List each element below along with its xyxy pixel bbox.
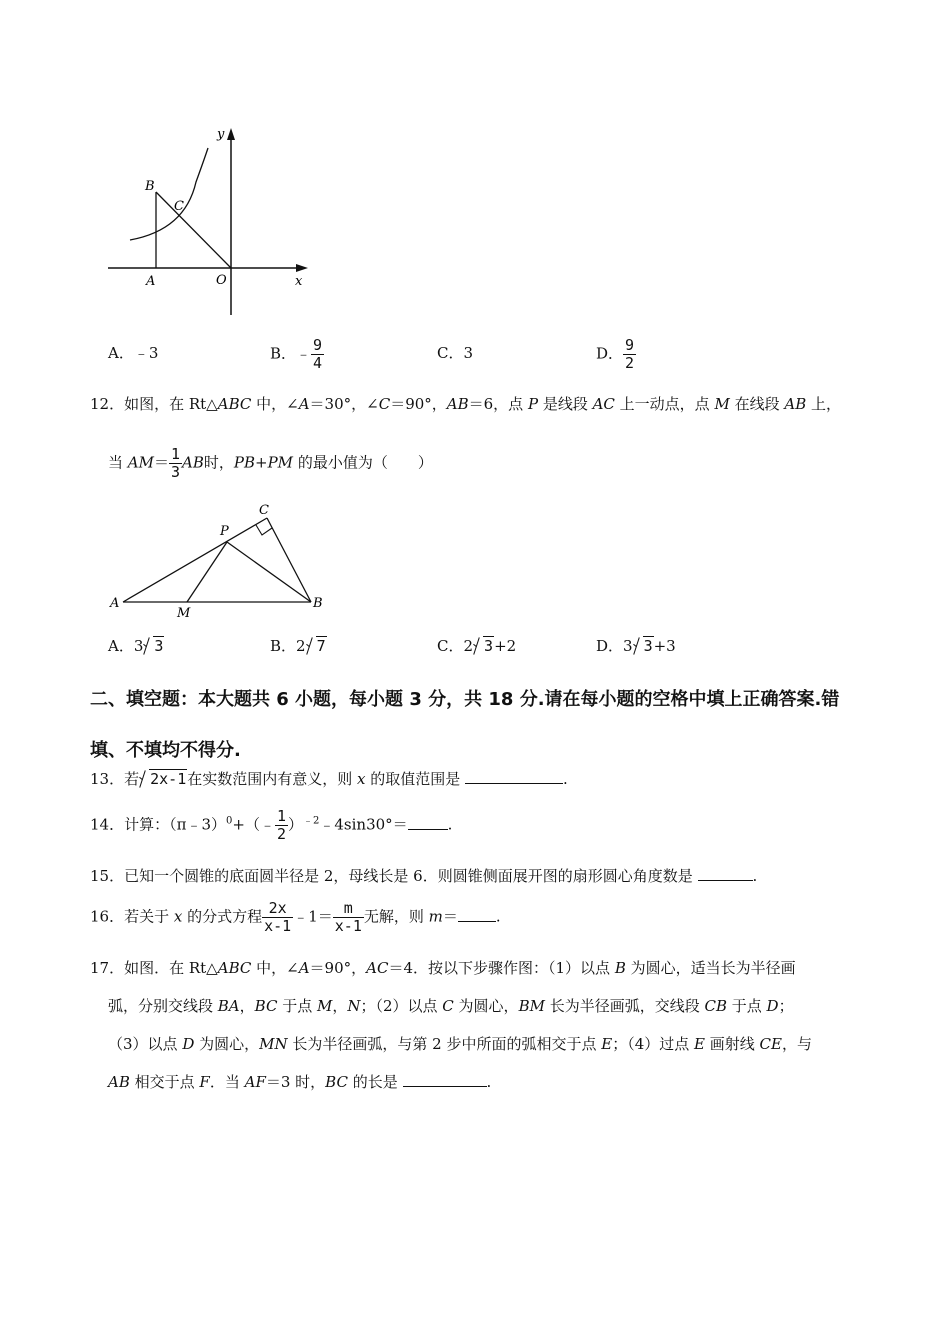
answer-blank[interactable]	[698, 866, 753, 881]
segment-pb	[227, 542, 311, 602]
q17-line-1: 17．如图．在 Rt△ABC 中，∠A＝90°，AC＝4．按以下步骤作图：（1）以点 B 为圆心，适当长为半径画	[90, 959, 796, 977]
q12-option-b[interactable]: B．2 7	[270, 637, 326, 655]
answer-blank[interactable]	[465, 769, 563, 784]
fraction-m-over-x-1: $\frac{m}{x-1}$	[334, 899, 362, 935]
right-angle-mark	[256, 525, 272, 535]
sqrt: 2x-1	[139, 769, 187, 789]
label-y: y	[217, 127, 225, 142]
label-b: B	[145, 179, 155, 194]
sqrt: 7	[306, 636, 327, 656]
q17-line-3: （3）以点 D 为圆心，MN 长为半径画弧，与第 2 步中所面的弧相交于点 E；（4）过点 E 画射线 CE，与	[108, 1035, 812, 1053]
fraction	[311, 337, 324, 372]
q16: 16．若关于 x 的分式方程 $\frac{2x}{x-1}$ ﹣1＝ $\frac{m}{x-1}$ 无解，则 m＝ .	[90, 899, 501, 935]
x-axis-arrow	[296, 264, 308, 272]
q11-option-d[interactable]	[596, 337, 636, 372]
label-p: P	[220, 524, 229, 539]
segment-pm	[187, 542, 227, 602]
label-a: A	[110, 596, 120, 611]
label-o: O	[216, 273, 227, 288]
label-b: B	[313, 596, 323, 611]
denominator: 4	[313, 354, 323, 372]
numerator: 9	[313, 336, 323, 354]
q11-figure	[100, 120, 320, 320]
q11-option-b[interactable]	[270, 337, 324, 372]
q12-figure	[105, 498, 335, 623]
fraction	[623, 337, 636, 372]
option-value: ﹣3	[133, 344, 159, 362]
option-label: D．	[596, 344, 624, 363]
segment-cb	[267, 518, 311, 602]
segment-bo	[156, 192, 231, 268]
option-value: 3	[463, 344, 474, 362]
option-label: A．	[108, 344, 134, 362]
q17-line-2: 弧，分别交线段 BA，BC 于点 M，N；（2）以点 C 为圆心，BM 长为半径画弧，交线段 CB 于点 D；	[108, 997, 794, 1015]
section-2-heading-line-1: 二、填空题：本大题共 6 小题，每小题 3 分，共 18 分.请在每小题的空格中填上正确答案.错	[90, 689, 840, 710]
answer-blank[interactable]	[403, 1072, 487, 1087]
sqrt: 3	[633, 636, 654, 656]
q12-option-a[interactable]: A．3 3	[108, 637, 164, 655]
q11-option-c[interactable]	[437, 343, 473, 363]
label-x: x	[295, 274, 303, 289]
q11-option-a[interactable]	[108, 343, 158, 363]
q15: 15．已知一个圆锥的底面圆半径是 2，母线长是 6．则圆锥侧面展开图的扇形圆心角度数是 .	[90, 867, 758, 885]
denominator: 2	[625, 354, 635, 372]
label-c: C	[259, 503, 269, 518]
fraction-one-half: $\frac{1}{2}$	[276, 807, 286, 843]
numerator: 9	[625, 336, 635, 354]
sqrt: 3	[143, 636, 164, 656]
label-a: A	[146, 274, 156, 289]
fraction-one-third: $\frac{1}{3}$	[171, 445, 181, 481]
label-c: C	[174, 199, 184, 214]
q12-option-d[interactable]: D．3 3+3	[596, 637, 676, 655]
sqrt: 3	[473, 636, 494, 656]
q14: 14．计算：（π﹣3）$^0$+（﹣ $\frac{1}{2}$ ）$^{﹣2}$﹣4sin30°＝ .	[90, 807, 453, 843]
answer-blank[interactable]	[408, 815, 448, 830]
answer-blank[interactable]	[458, 907, 496, 922]
label-m: M	[177, 606, 191, 621]
q12-option-c[interactable]: C．2 3+2	[437, 637, 517, 655]
option-label: C．	[437, 344, 464, 362]
section-2-heading-line-2: 填、不填均不得分.	[90, 740, 241, 761]
option-label: B．	[270, 344, 297, 363]
fraction-2x-over-x-1: $\frac{2x}{x-1}$	[264, 899, 292, 935]
q17-line-4: AB 相交于点 F．当 AF＝3 时，BC 的长是 .	[108, 1073, 492, 1091]
hyperbola-curve	[130, 148, 208, 240]
q12-line-2: 当 AM＝ $\frac{1}{3}$ AB时，PB+PM 的最小值为（ ）	[108, 445, 433, 481]
q13: 13．若 2x-1在实数范围内有意义，则 x 的取值范围是 .	[90, 770, 568, 788]
y-axis-arrow	[227, 128, 235, 140]
option-sign: ﹣	[296, 344, 312, 363]
q12-line-1: 12．如图，在 Rt△ABC 中，∠A＝30°，∠C＝90°，AB＝6，点 P 是线段 AC 上一动点，点 M 在线段 AB 上，	[90, 395, 841, 413]
